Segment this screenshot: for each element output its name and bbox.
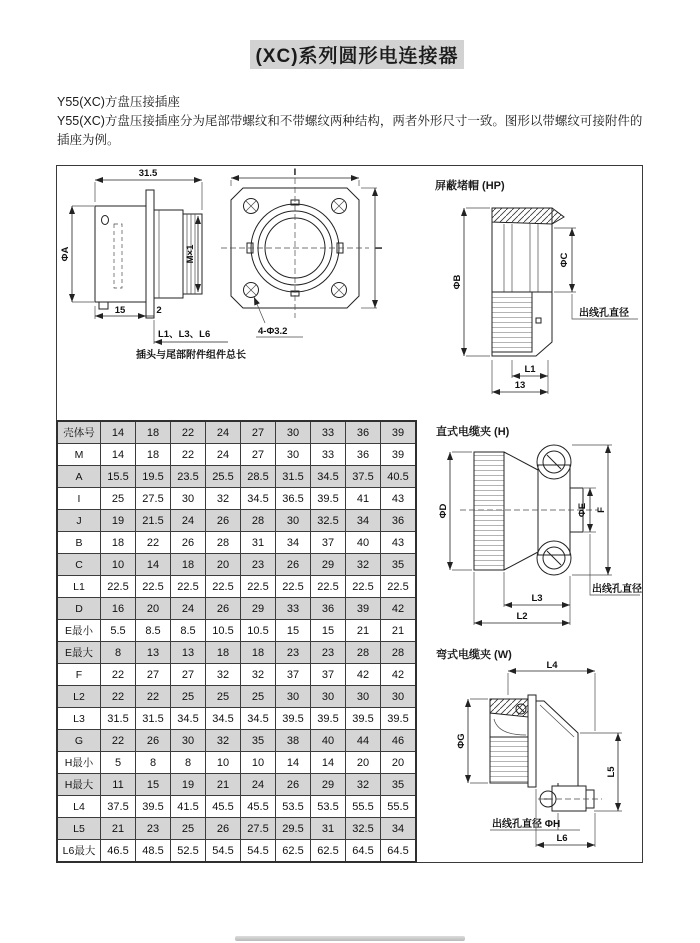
dim-label-L2: L2 [516,611,528,622]
value-cell: 53.5 [311,796,346,818]
value-cell: 24 [206,444,241,466]
value-cell: 21 [101,818,136,840]
total-length-note: 插头与尾部附件组件总长 [136,350,246,361]
value-cell: 31.5 [101,708,136,730]
value-cell: 28.5 [241,466,276,488]
value-cell: 38 [276,730,311,752]
value-cell: 10 [101,554,136,576]
table-row [57,686,416,708]
value-cell: 37 [276,664,311,686]
value-cell: 22.5 [101,576,136,598]
value-cell: 22.5 [276,576,311,598]
value-cell: 29 [311,774,346,796]
value-cell: 34 [346,510,381,532]
row-header-cell: H最大 [57,774,101,796]
value-cell: 15 [311,620,346,642]
value-cell: 13 [136,642,171,664]
value-cell: 25 [171,686,206,708]
value-cell: 20 [381,752,417,774]
value-cell: 15 [136,774,171,796]
value-cell: 26 [276,554,311,576]
angle-clamp-drawing [456,661,622,847]
row-header-cell: G [57,730,101,752]
value-cell: 32 [206,488,241,510]
value-cell: 30 [346,686,381,708]
value-cell: 22.5 [171,576,206,598]
dim-label-I-side: I [374,246,385,250]
value-cell: 54.5 [206,840,241,863]
value-cell: 22 [101,664,136,686]
value-cell: 29 [311,554,346,576]
value-cell: 14 [311,752,346,774]
value-cell: 5.5 [101,620,136,642]
value-cell: 27 [241,421,276,444]
dim-label-15: 15 [114,305,126,316]
value-cell: 10 [241,752,276,774]
value-cell: 32 [206,730,241,752]
value-cell: 39 [381,421,417,444]
dim-label-F: F [596,507,607,513]
value-cell: 31.5 [136,708,171,730]
value-cell: 37 [311,664,346,686]
value-cell: 34 [381,818,417,840]
table-row [57,576,416,598]
value-cell: 19.5 [136,466,171,488]
row-header-cell: C [57,554,101,576]
value-cell: 32 [346,554,381,576]
value-cell: 37.5 [101,796,136,818]
value-cell: 24 [171,598,206,620]
value-cell: 30 [276,686,311,708]
value-cell: 10.5 [241,620,276,642]
value-cell: 22 [136,532,171,554]
row-header-cell: L2 [57,686,101,708]
value-cell: 64.5 [381,840,417,863]
value-cell: 39.5 [276,708,311,730]
value-cell: 54.5 [241,840,276,863]
value-cell: 41 [346,488,381,510]
value-cell: 24 [206,421,241,444]
outlet-diameter-note: 出线孔直径 ΦH [492,819,561,830]
table-row [57,774,416,796]
table-row [57,664,416,686]
dim-label-phiG: ΦG [456,733,467,749]
value-cell: 27 [241,444,276,466]
value-cell: 32.5 [346,818,381,840]
value-cell: 52.5 [171,840,206,863]
intro-text [57,93,653,150]
mounting-hole-icon [332,199,347,214]
table-row [57,752,416,774]
table-row [57,488,416,510]
value-cell: 22 [136,686,171,708]
value-cell: 26 [276,774,311,796]
value-cell: 30 [311,686,346,708]
value-cell: 27 [136,664,171,686]
shield-cap-figure [452,192,640,404]
value-cell: 43 [381,488,417,510]
value-cell: 37.5 [346,466,381,488]
value-cell: 23 [311,642,346,664]
value-cell: 30 [276,510,311,532]
value-cell: 23.5 [171,466,206,488]
value-cell: 28 [206,532,241,554]
table-row [57,818,416,840]
mounting-hole-icon [244,199,259,214]
value-cell: 41.5 [171,796,206,818]
value-cell: 39 [381,444,417,466]
table-row [57,598,416,620]
value-cell: 18 [206,642,241,664]
row-header-cell: 壳体号 [57,421,101,444]
mounting-holes-label: 4-Φ3.2 [258,326,288,337]
value-cell: 21 [346,620,381,642]
angle-clamp-title: 弯式电缆夹 (W) [436,649,512,661]
table-row [57,620,416,642]
table-row [57,708,416,730]
value-cell: 22.5 [346,576,381,598]
value-cell: 26 [136,730,171,752]
value-cell: 42 [346,664,381,686]
value-cell: 46.5 [101,840,136,863]
row-header-cell: L4 [57,796,101,818]
row-header-cell: L1 [57,576,101,598]
value-cell: 21 [206,774,241,796]
value-cell: 32 [241,664,276,686]
value-cell: 39.5 [381,708,417,730]
value-cell: 8.5 [171,620,206,642]
value-cell: 42 [381,598,417,620]
page-title: (XC)系列圆形电连接器 [250,40,464,69]
row-header-cell: I [57,488,101,510]
table-row [57,796,416,818]
value-cell: 30 [276,444,311,466]
dim-label-L3: L3 [531,593,543,604]
value-cell: 55.5 [346,796,381,818]
table-row [57,642,416,664]
value-cell: 34.5 [171,708,206,730]
dim-label-phiC: ΦC [559,252,570,268]
value-cell: 8 [171,752,206,774]
value-cell: 18 [101,532,136,554]
dim-label-2: 2 [156,305,162,316]
value-cell: 44 [346,730,381,752]
value-cell: 34.5 [241,708,276,730]
value-cell: 39.5 [346,708,381,730]
value-cell: 53.5 [276,796,311,818]
row-header-cell: L6最大 [57,840,101,863]
dim-label-total-lengths: L1、L3、L6 [158,329,211,340]
value-cell: 34.5 [311,466,346,488]
value-cell: 31 [241,532,276,554]
value-cell: 32 [206,664,241,686]
value-cell: 55.5 [381,796,417,818]
value-cell: 14 [101,444,136,466]
value-cell: 30 [171,730,206,752]
row-header-cell: A [57,466,101,488]
value-cell: 29 [241,598,276,620]
dim-label-L4: L4 [546,661,558,671]
value-cell: 15.5 [101,466,136,488]
product-name: Y55(XC)方盘压接插座 [57,95,180,109]
value-cell: 64.5 [346,840,381,863]
value-cell: 24 [241,774,276,796]
value-cell: 26 [171,532,206,554]
value-cell: 39.5 [136,796,171,818]
straight-clamp-title: 直式电缆夹 (H) [436,426,510,438]
value-cell: 10 [206,752,241,774]
value-cell: 27.5 [136,488,171,510]
value-cell: 27 [171,664,206,686]
value-cell: 22.5 [241,576,276,598]
value-cell: 35 [381,554,417,576]
angle-clamp-figure [440,661,643,861]
value-cell: 62.5 [276,840,311,863]
value-cell: 30 [276,421,311,444]
value-cell: 40 [311,730,346,752]
screw-boss-icon [537,445,571,479]
value-cell: 21 [381,620,417,642]
value-cell: 26 [206,598,241,620]
table-row [57,510,416,532]
value-cell: 36 [311,598,346,620]
value-cell: 18 [171,554,206,576]
table-row [57,532,416,554]
row-header-cell: M [57,444,101,466]
value-cell: 28 [241,510,276,532]
page-footer-bar [235,936,465,941]
value-cell: 22.5 [206,576,241,598]
value-cell: 21.5 [136,510,171,532]
table-row [57,466,416,488]
value-cell: 5 [101,752,136,774]
mounting-hole-icon [244,283,259,298]
value-cell: 40 [346,532,381,554]
value-cell: 16 [101,598,136,620]
dim-label-phiB: ΦB [452,274,463,290]
value-cell: 32.5 [311,510,346,532]
value-cell: 35 [381,774,417,796]
value-cell: 36 [381,510,417,532]
dim-label-L6: L6 [556,833,568,844]
front-view-drawing [221,167,385,337]
value-cell: 25.5 [206,466,241,488]
value-cell: 27.5 [241,818,276,840]
value-cell: 34 [276,532,311,554]
value-cell: 37 [311,532,346,554]
value-cell: 19 [171,774,206,796]
table-row [57,421,416,444]
dim-label-I-top: I [293,167,297,178]
product-description: Y55(XC)方盘压接插座分为尾部带螺纹和不带螺纹两种结构，两者外形尺寸一致。图形以带螺纹可接附件的插座为例。 [57,114,643,147]
shield-cap-drawing [452,208,638,394]
value-cell: 31.5 [276,466,311,488]
value-cell: 39.5 [311,488,346,510]
value-cell: 22.5 [311,576,346,598]
value-cell: 28 [346,642,381,664]
value-cell: 29.5 [276,818,311,840]
value-cell: 33 [276,598,311,620]
table-row [57,840,416,863]
value-cell: 25 [171,818,206,840]
value-cell: 18 [136,444,171,466]
screw-boss-icon [537,541,571,575]
row-header-cell: E最小 [57,620,101,642]
value-cell: 22.5 [381,576,417,598]
value-cell: 8.5 [136,620,171,642]
outlet-screw-icon [538,786,602,811]
shield-cap-title: 屏蔽堵帽 (HP) [435,180,505,192]
dim-label-thread: M×1 [185,244,196,264]
row-header-cell: D [57,598,101,620]
value-cell: 31 [311,818,346,840]
value-cell: 15 [276,620,311,642]
row-header-cell: J [57,510,101,532]
mounting-hole-icon [332,283,347,298]
value-cell: 33 [311,444,346,466]
row-header-cell: F [57,664,101,686]
row-header-cell: H最小 [57,752,101,774]
dim-label-L5: L5 [606,766,617,778]
value-cell: 23 [241,554,276,576]
value-cell: 14 [136,554,171,576]
dim-label-31-5: 31.5 [138,168,158,179]
value-cell: 22 [101,730,136,752]
row-header-cell: L5 [57,818,101,840]
dim-label-L1: L1 [524,364,536,375]
straight-clamp-drawing [438,445,642,625]
value-cell: 18 [241,642,276,664]
value-cell: 36.5 [276,488,311,510]
dim-label-phiA: ΦA [60,246,71,262]
value-cell: 20 [206,554,241,576]
value-cell: 39 [346,598,381,620]
value-cell: 8 [101,642,136,664]
value-cell: 22 [101,686,136,708]
value-cell: 22 [171,421,206,444]
value-cell: 23 [276,642,311,664]
row-header-cell: L3 [57,708,101,730]
value-cell: 36 [346,444,381,466]
value-cell: 24 [171,510,206,532]
value-cell: 14 [276,752,311,774]
value-cell: 42 [381,664,417,686]
value-cell: 35 [241,730,276,752]
value-cell: 10.5 [206,620,241,642]
value-cell: 39.5 [311,708,346,730]
value-cell: 20 [346,752,381,774]
outline-figure [58,166,418,414]
value-cell: 33 [311,421,346,444]
dim-label-13: 13 [514,380,526,391]
value-cell: 30 [171,488,206,510]
dim-label-phiD: ΦD [438,503,449,519]
outlet-diameter-note: 出线孔直径 [592,584,642,595]
value-cell: 26 [206,510,241,532]
row-header-cell: E最大 [57,642,101,664]
value-cell: 14 [101,421,136,444]
dimension-table [56,420,417,863]
straight-clamp-figure [438,440,643,640]
value-cell: 28 [381,642,417,664]
table-row [57,730,416,752]
value-cell: 18 [136,421,171,444]
value-cell: 48.5 [136,840,171,863]
value-cell: 26 [206,818,241,840]
value-cell: 45.5 [241,796,276,818]
table-row [57,444,416,466]
row-header-cell: B [57,532,101,554]
value-cell: 23 [136,818,171,840]
value-cell: 13 [171,642,206,664]
value-cell: 62.5 [311,840,346,863]
outlet-diameter-note: 出线孔直径 [579,308,629,319]
value-cell: 19 [101,510,136,532]
value-cell: 30 [381,686,417,708]
dim-label-phiE: ΦE [577,502,588,518]
value-cell: 25 [241,686,276,708]
value-cell: 46 [381,730,417,752]
value-cell: 22.5 [136,576,171,598]
value-cell: 25 [101,488,136,510]
value-cell: 11 [101,774,136,796]
value-cell: 43 [381,532,417,554]
value-cell: 22 [171,444,206,466]
side-view-drawing [60,168,246,361]
value-cell: 34.5 [241,488,276,510]
value-cell: 34.5 [206,708,241,730]
value-cell: 32 [346,774,381,796]
value-cell: 8 [136,752,171,774]
value-cell: 25 [206,686,241,708]
value-cell: 20 [136,598,171,620]
table-row [57,554,416,576]
value-cell: 36 [346,421,381,444]
value-cell: 45.5 [206,796,241,818]
value-cell: 40.5 [381,466,417,488]
